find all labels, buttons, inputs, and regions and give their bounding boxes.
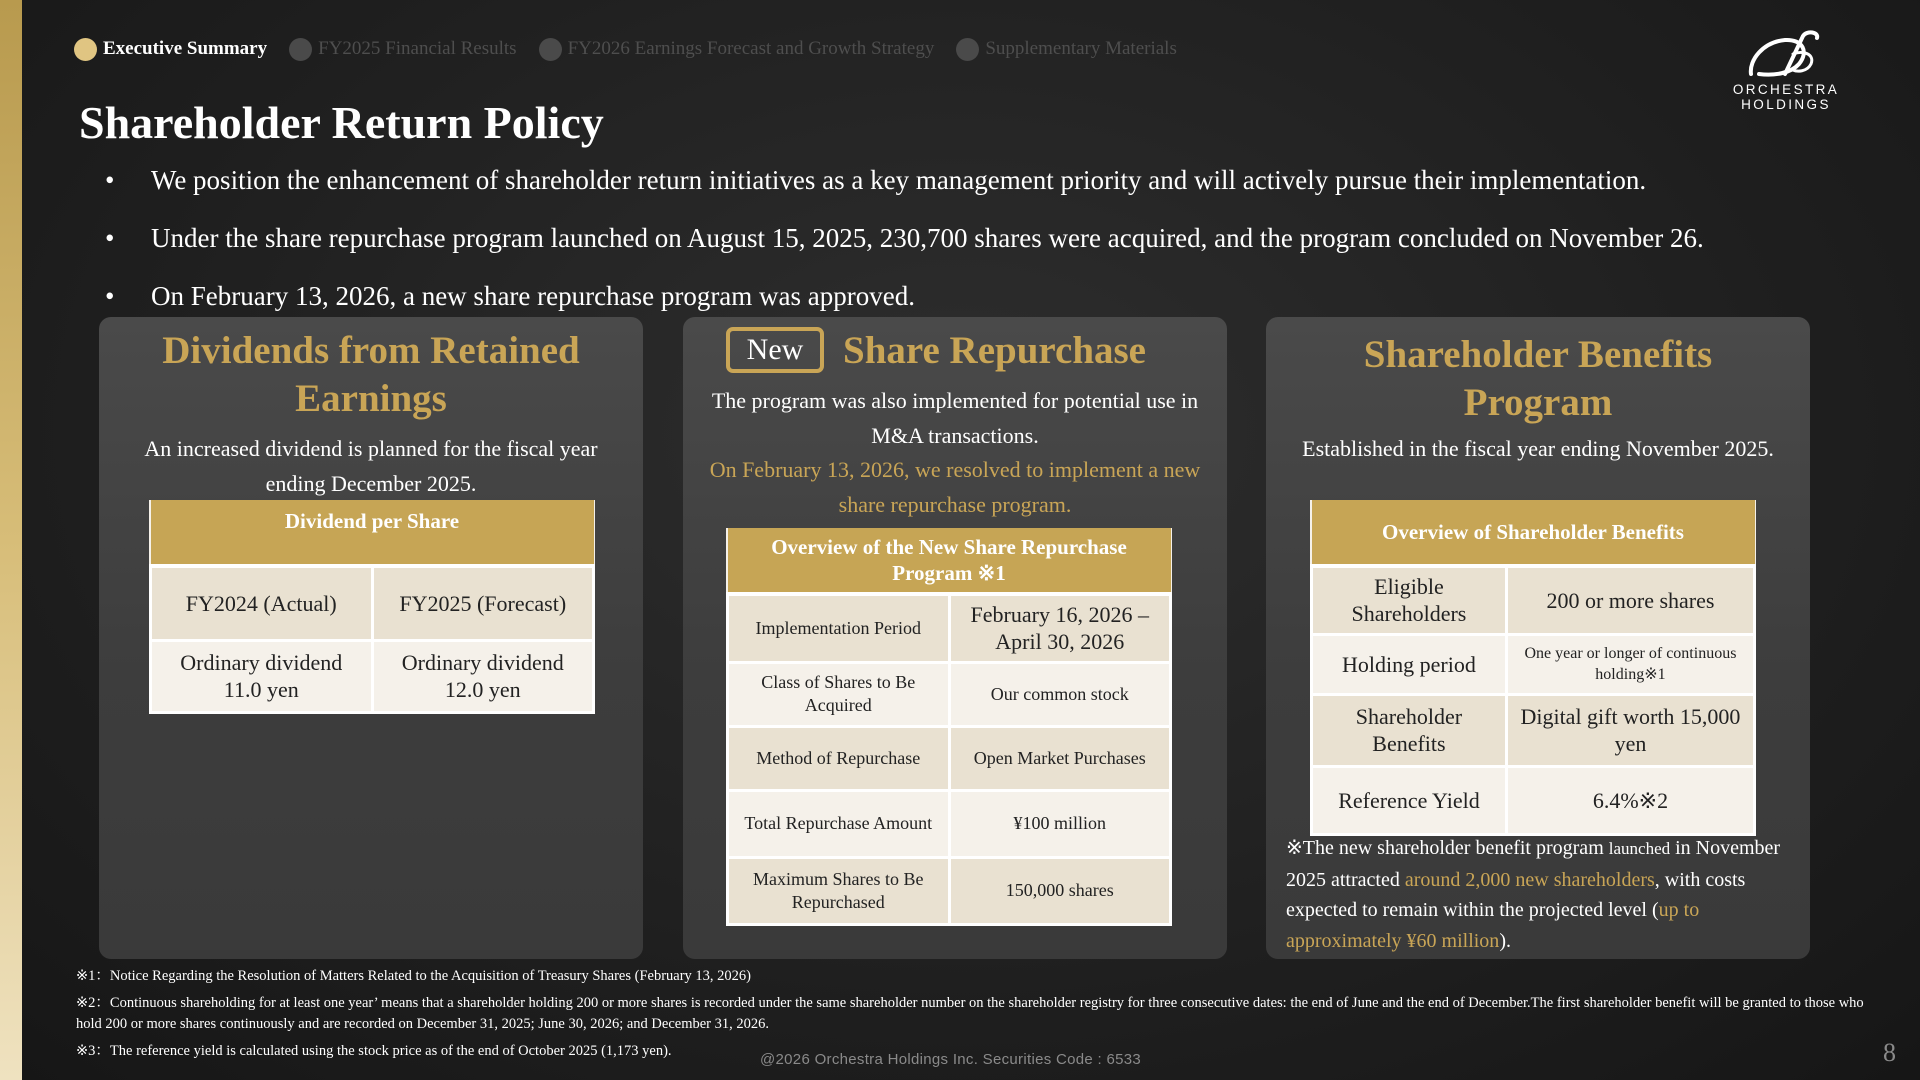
benefits-row-value: Digital gift worth 15,000 yen xyxy=(1506,694,1754,766)
bullet-text: We position the enhancement of shareholder return initiatives as a key management priority and will actively pursue their implementation. xyxy=(151,165,1647,195)
bullet-text: Under the share repurchase program launched on August 15, 2025, 230,700 shares were acquired, and the program concluded on November 26. xyxy=(151,223,1704,253)
bullet-icon: • xyxy=(105,281,115,311)
nav-dot-icon xyxy=(74,38,97,61)
nav-item-fy2025-results[interactable] xyxy=(289,38,516,61)
bullet-icon: • xyxy=(105,165,115,195)
bullet-text: On February 13, 2026, a new share repurchase program was approved. xyxy=(151,281,915,311)
bullet-icon: • xyxy=(105,223,115,253)
dividend-table xyxy=(149,500,595,714)
note-text: , with costs expected to remain within the projected level ( xyxy=(1286,868,1746,921)
repurchase-row-value: Open Market Purchases xyxy=(949,726,1171,790)
nav-item-fy2026-forecast[interactable] xyxy=(539,38,935,61)
benefits-row-value: 200 or more shares xyxy=(1506,566,1754,634)
repurchase-row-label: Class of Shares to Be Acquired xyxy=(728,662,950,726)
company-logo xyxy=(1686,30,1886,112)
nav-dot-icon xyxy=(289,38,312,61)
repurchase-row-value: 150,000 shares xyxy=(949,857,1171,924)
repurchase-panel xyxy=(683,317,1227,959)
page-title: Shareholder Return Policy xyxy=(79,97,604,148)
nav-item-label: FY2025 Financial Results xyxy=(318,38,517,59)
repurchase-table-header: Overview of the New Share Repurchase Program ※1 xyxy=(728,528,1171,594)
note-text: in November 2025 attracted xyxy=(1286,837,1781,891)
benefits-row-label: Shareholder Benefits xyxy=(1312,694,1507,766)
dividend-col-fy2024: FY2024 (Actual) xyxy=(151,566,373,640)
benefits-subtitle: Established in the fiscal year ending November 2025. xyxy=(1302,436,1774,461)
repurchase-title: Share Repurchase xyxy=(843,329,1146,372)
nav-item-executive-summary[interactable] xyxy=(74,38,267,61)
nav-item-label: Executive Summary xyxy=(103,38,268,59)
repurchase-row-value: Our common stock xyxy=(949,662,1171,726)
nav-item-label: Supplementary Materials xyxy=(985,38,1177,59)
benefits-title: Shareholder Benefits Program xyxy=(1363,333,1713,424)
nav-item-label: FY2026 Earnings Forecast and Growth Strategy xyxy=(567,38,935,59)
dividends-panel xyxy=(99,317,643,959)
bullet-item xyxy=(105,218,1905,276)
dividends-title: Dividends from Retained Earnings xyxy=(162,329,580,420)
note-text: launched xyxy=(1608,839,1671,858)
dividend-col-fy2025: FY2025 (Forecast) xyxy=(372,566,594,640)
repurchase-row-label: Implementation Period xyxy=(728,594,950,662)
repurchase-row-label: Total Repurchase Amount xyxy=(728,790,950,857)
nav-item-supplementary[interactable] xyxy=(956,38,1177,61)
nav-dot-icon xyxy=(956,38,979,61)
note-text: ※The new shareholder benefit program xyxy=(1286,837,1609,859)
dividend-value-fy2025: Ordinary dividend 12.0 yen xyxy=(372,640,594,712)
note-highlight: around 2,000 new shareholders xyxy=(1404,868,1655,891)
benefits-note xyxy=(1286,833,1811,956)
benefits-table xyxy=(1310,500,1756,836)
benefits-row-value: 6.4%※2 xyxy=(1506,766,1754,834)
page-number: 8 xyxy=(1883,1038,1896,1067)
bullet-list xyxy=(105,160,1905,334)
bullet-item xyxy=(105,160,1905,218)
benefits-panel xyxy=(1266,317,1810,959)
copyright: @2026 Orchestra Holdings Inc. Securities Code : 6533 xyxy=(760,1051,1142,1068)
new-badge: New xyxy=(726,327,824,373)
footnote-2: ※2：Continuous shareholding for at least one year’ means that a shareholder holding 200 or more shares is recorded under the same shareholder number on the shareholder registry for three consecutive dates: the end of June and the end of December.The first shareholder benefit will be granted to those who hold 200 or more shares continuously and are recorded on December 31, 2025; June 30, 2026; and December 31, 2026. xyxy=(76,995,1864,1032)
benefits-table-header: Overview of Shareholder Benefits xyxy=(1312,500,1755,566)
repurchase-row-label: Method of Repurchase xyxy=(728,726,950,790)
orchestra-logo-icon xyxy=(1745,30,1827,78)
repurchase-row-value: February 16, 2026 – April 30, 2026 xyxy=(949,594,1171,662)
repurchase-highlight: On February 13, 2026, we resolved to implement a new share repurchase program. xyxy=(709,457,1201,517)
benefits-row-label: Eligible Shareholders xyxy=(1312,566,1507,634)
left-accent-bar xyxy=(0,0,22,1080)
note-highlight: up to approximately ¥60 million xyxy=(1286,899,1700,952)
nav-dot-icon xyxy=(539,38,562,61)
dividend-value-fy2024: Ordinary dividend 11.0 yen xyxy=(151,640,373,712)
note-text: ). xyxy=(1499,929,1511,952)
footnote-1: ※1：Notice Regarding the Resolution of Matters Related to the Acquisition of Treasury Shares (February 13, 2026) xyxy=(76,968,752,984)
repurchase-table xyxy=(726,528,1172,926)
company-name: ORCHESTRA HOLDINGS xyxy=(1732,82,1840,112)
repurchase-row-label: Maximum Shares to Be Repurchased xyxy=(728,857,950,924)
benefits-row-label: Reference Yield xyxy=(1312,766,1507,834)
repurchase-row-value: ¥100 million xyxy=(949,790,1171,857)
footnote-3: ※3：The reference yield is calculated using the stock price as of the end of October 2025 (1,173 yen). xyxy=(76,1043,672,1059)
benefits-row-value: One year or longer of continuous holding※1 xyxy=(1506,634,1754,694)
dividend-table-header: Dividend per Share xyxy=(151,500,594,566)
benefits-row-label: Holding period xyxy=(1312,634,1507,694)
dividends-subtitle: An increased dividend is planned for the fiscal year ending December 2025. xyxy=(144,436,598,496)
repurchase-subtitle: The program was also implemented for potential use in M&A transactions. xyxy=(711,388,1199,448)
section-nav xyxy=(74,36,1199,62)
